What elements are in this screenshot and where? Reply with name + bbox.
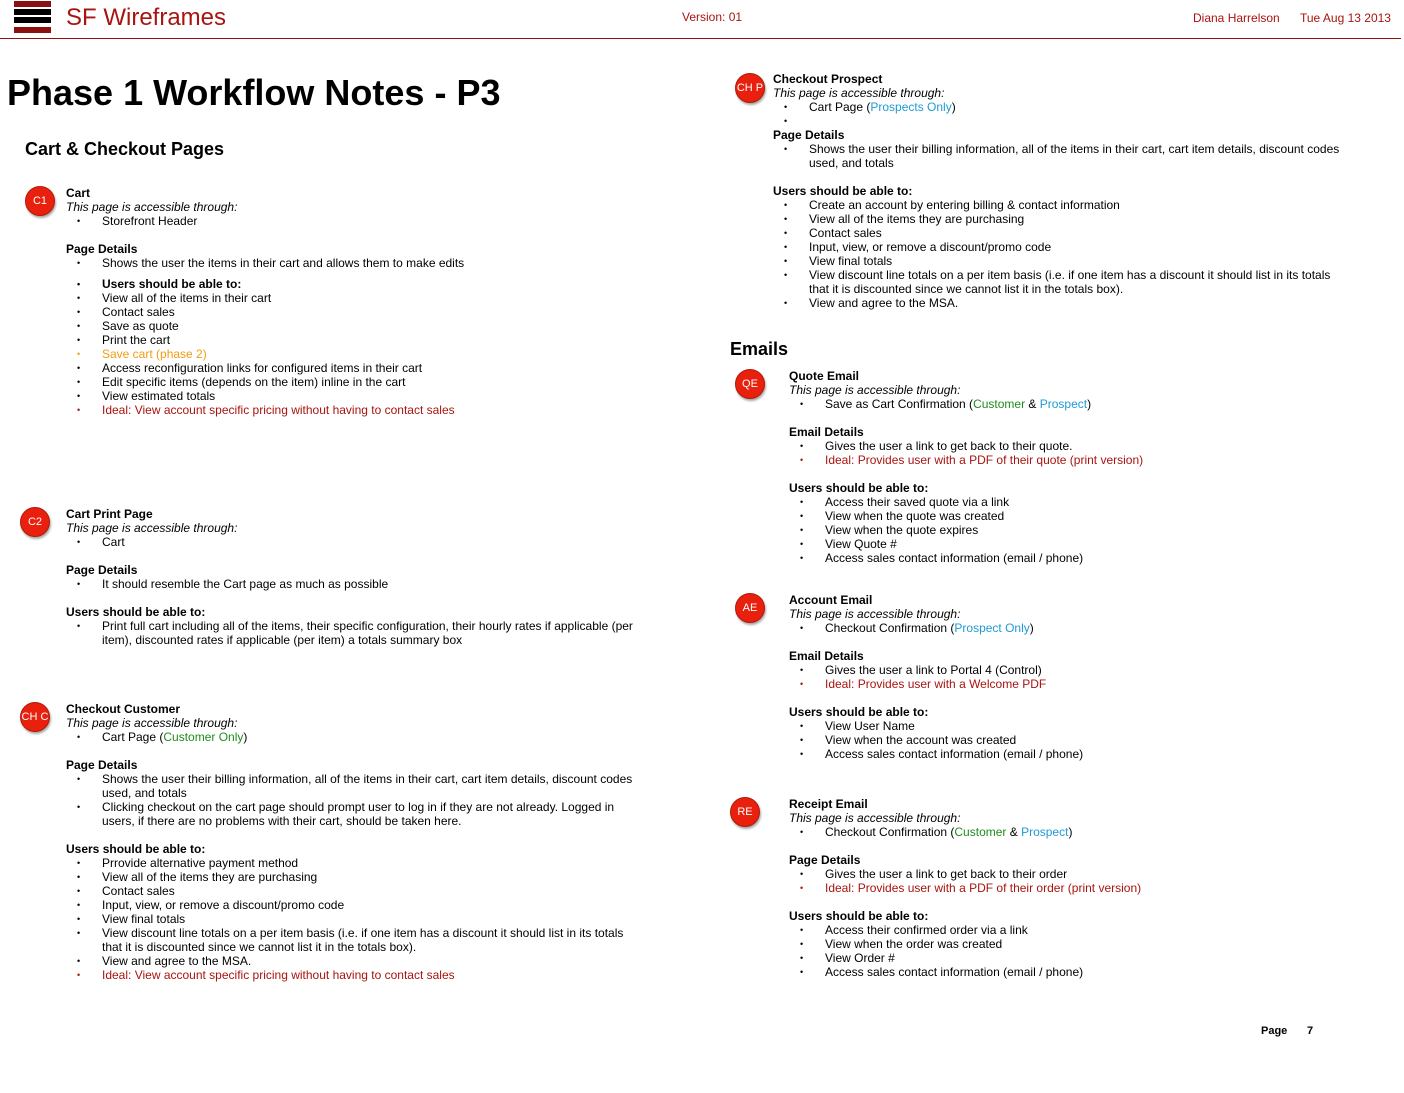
header-date: Tue Aug 13 2013	[1300, 11, 1391, 25]
brand-name: SF Wireframes	[66, 4, 227, 31]
page-title: Phase 1 Workflow Notes - P3	[7, 72, 501, 113]
list-item: • Access reconfiguration links for configured items in their cart	[66, 361, 646, 375]
section-checkout-prospect	[773, 72, 1353, 310]
badge-c1: C1	[25, 186, 55, 216]
section-title: Account Email	[789, 593, 873, 607]
list-item: • Gives the user a link to get back to their order	[789, 867, 1349, 881]
list-item: • Shows the user the items in their cart and allows them to make edits	[66, 256, 646, 270]
access-suffix: )	[951, 100, 956, 114]
list-item: • View discount line totals on a per item basis (i.e. if one item has a discount it should list in its totals that it is discounted since we cannot list it in the totals box).	[66, 926, 646, 954]
prospect-text: Prospect	[1021, 825, 1069, 839]
list-item-ideal: • Ideal: Provides user with a PDF of their order (print version)	[789, 881, 1349, 895]
badge-qe: QE	[735, 369, 765, 399]
list-item: • View when the quote was created	[789, 509, 1349, 523]
list-item: • It should resemble the Cart page as much as possible	[66, 577, 646, 591]
list-item: • View discount line totals on a per item basis (i.e. if one item has a discount it should list in its totals that it is discounted since we cannot list it in the totals box).	[773, 268, 1353, 296]
section-quote-email	[789, 369, 1349, 565]
list-item: • Contact sales	[66, 884, 646, 898]
access-text: Checkout Confirmation (	[825, 621, 955, 635]
list-item: • View estimated totals	[66, 389, 646, 403]
list-item: • View and agree to the MSA.	[66, 954, 646, 968]
access-text: Cart Page (	[102, 730, 164, 744]
badge-re: RE	[730, 797, 760, 827]
list-item: • Print the cart	[66, 333, 646, 347]
access-label: This page is accessible through:	[66, 716, 238, 730]
access-label: This page is accessible through:	[789, 383, 961, 397]
users-label: Users should be able to:	[789, 909, 929, 923]
author-name: Diana Harrelson	[1193, 11, 1280, 25]
list-item-phase2: • Save cart (phase 2)	[66, 347, 646, 361]
access-label: This page is accessible through:	[773, 86, 945, 100]
access-suffix: )	[1029, 621, 1034, 635]
badge-chp: CH P	[735, 73, 765, 103]
access-label: This page is accessible through:	[789, 607, 961, 621]
list-item: • View User Name	[789, 719, 1349, 733]
emails-heading: Emails	[730, 339, 789, 359]
list-item	[66, 730, 646, 744]
list-item: • View Quote #	[789, 537, 1349, 551]
list-item: • Storefront Header	[66, 214, 646, 228]
list-item: • Contact sales	[66, 305, 646, 319]
list-item-empty	[773, 114, 1353, 128]
list-item: • View final totals	[66, 912, 646, 926]
list-item: • View when the quote expires	[789, 523, 1349, 537]
section-title: Cart	[66, 186, 91, 200]
list-item: • Clicking checkout on the cart page should prompt user to log in if they are not already. Logged in users, if there are no problems with their cart, should be taken here.	[66, 800, 646, 828]
list-item: • Input, view, or remove a discount/promo code	[66, 898, 646, 912]
customer-only-text: Customer Only	[163, 730, 244, 744]
access-text: Checkout Confirmation (	[825, 825, 955, 839]
list-item: • Save as quote	[66, 319, 646, 333]
access-suffix: )	[243, 730, 248, 744]
list-item	[773, 100, 1353, 114]
list-item: • Access their saved quote via a link	[789, 495, 1349, 509]
list-item: • View when the order was created	[789, 937, 1349, 951]
email-details-label: Email Details	[789, 425, 864, 439]
users-label: Users should be able to:	[789, 481, 929, 495]
section-cart	[66, 186, 646, 417]
users-label: Users should be able to:	[789, 705, 929, 719]
list-item: • Print full cart including all of the items, their specific configuration, their hourly rates if applicable (per item), discounted rates if applicable (per item) a totals summary box	[66, 619, 646, 647]
section-account-email	[789, 593, 1349, 761]
users-label: Users should be able to:	[773, 184, 913, 198]
list-item: • View and agree to the MSA.	[773, 296, 1353, 310]
list-item-ideal: • Ideal: View account specific pricing without having to contact sales	[66, 968, 646, 982]
list-item: • Create an account by entering billing & contact information	[773, 198, 1353, 212]
list-item: • Access sales contact information (email / phone)	[789, 747, 1349, 761]
list-item: • View all of the items in their cart	[66, 291, 646, 305]
list-item-ideal: • Ideal: View account specific pricing without having to contact sales	[66, 403, 646, 417]
list-item: • Access their confirmed order via a link	[789, 923, 1349, 937]
section-title: Quote Email	[789, 369, 860, 383]
page-details-label: Page Details	[66, 758, 138, 772]
page-details-label: Page Details	[66, 563, 138, 577]
list-item: • Prrovide alternative payment method	[66, 856, 646, 870]
version-label: Version: 01	[682, 10, 743, 24]
access-text: Save as Cart Confirmation (	[825, 397, 974, 411]
list-item: • Access sales contact information (email / phone)	[789, 551, 1349, 565]
page-details-label: Page Details	[789, 853, 861, 867]
users-label: Users should be able to:	[66, 842, 206, 856]
access-suffix: )	[1087, 397, 1092, 411]
amp-text: &	[1006, 825, 1022, 839]
prospects-only-text: Prospects Only	[870, 100, 952, 114]
cart-checkout-heading: Cart & Checkout Pages	[25, 139, 225, 159]
page-label: Page	[1261, 1025, 1288, 1037]
access-label: This page is accessible through:	[789, 811, 961, 825]
section-receipt-email	[789, 797, 1349, 979]
list-item	[789, 397, 1349, 411]
section-title: Checkout Prospect	[773, 72, 883, 86]
list-item: • View final totals	[773, 254, 1353, 268]
amp-text: &	[1025, 397, 1040, 411]
page-details-label: Page Details	[773, 128, 845, 142]
users-label: Users should be able to:	[66, 605, 206, 619]
list-item: • Gives the user a link to get back to their quote.	[789, 439, 1349, 453]
access-suffix: )	[1068, 825, 1073, 839]
list-item: • View Order #	[789, 951, 1349, 965]
badge-chc: CH C	[20, 702, 50, 732]
list-item: • View all of the items they are purchasing	[773, 212, 1353, 226]
section-cart-print	[66, 507, 646, 647]
section-title: Cart Print Page	[66, 507, 153, 521]
list-item: • Input, view, or remove a discount/promo code	[773, 240, 1353, 254]
page-number: 7	[1307, 1025, 1314, 1037]
list-item: • Gives the user a link to Portal 4 (Control)	[789, 663, 1349, 677]
access-label: This page is accessible through:	[66, 200, 238, 214]
list-item-ideal: • Ideal: Provides user with a Welcome PDF	[789, 677, 1349, 691]
header-bar	[0, 0, 1401, 39]
access-text: Cart Page (	[809, 100, 871, 114]
list-item: • Access sales contact information (email / phone)	[789, 965, 1349, 979]
list-item	[789, 825, 1349, 839]
list-item: • View all of the items they are purchasing	[66, 870, 646, 884]
logo-icon	[14, 1, 51, 33]
list-item	[789, 621, 1349, 635]
list-item: • View when the account was created	[789, 733, 1349, 747]
list-item: • Edit specific items (depends on the item) inline in the cart	[66, 375, 646, 389]
customer-text: Customer	[954, 825, 1007, 839]
access-label: This page is accessible through:	[66, 521, 238, 535]
prospect-text: Prospect	[1039, 397, 1088, 411]
list-item: • Shows the user their billing information, all of the items in their cart, cart item details, discount codes used, and totals	[773, 142, 1353, 170]
users-label: • Users should be able to:	[66, 277, 646, 291]
prospect-only-text: Prospect Only	[954, 621, 1030, 635]
page-details-label: Page Details	[66, 242, 138, 256]
list-item: • Contact sales	[773, 226, 1353, 240]
section-title: Checkout Customer	[66, 702, 181, 716]
badge-ae: AE	[735, 593, 765, 623]
list-item: • Cart	[66, 535, 646, 549]
list-item: • Shows the user their billing information, all of the items in their cart, cart item details, discount codes used, and totals	[66, 772, 646, 800]
section-title: Receipt Email	[789, 797, 868, 811]
email-details-label: Email Details	[789, 649, 864, 663]
badge-c2: C2	[20, 507, 50, 537]
section-checkout-customer	[66, 702, 646, 982]
list-item-ideal: • Ideal: Provides user with a PDF of their quote (print version)	[789, 453, 1349, 467]
customer-text: Customer	[973, 397, 1026, 411]
